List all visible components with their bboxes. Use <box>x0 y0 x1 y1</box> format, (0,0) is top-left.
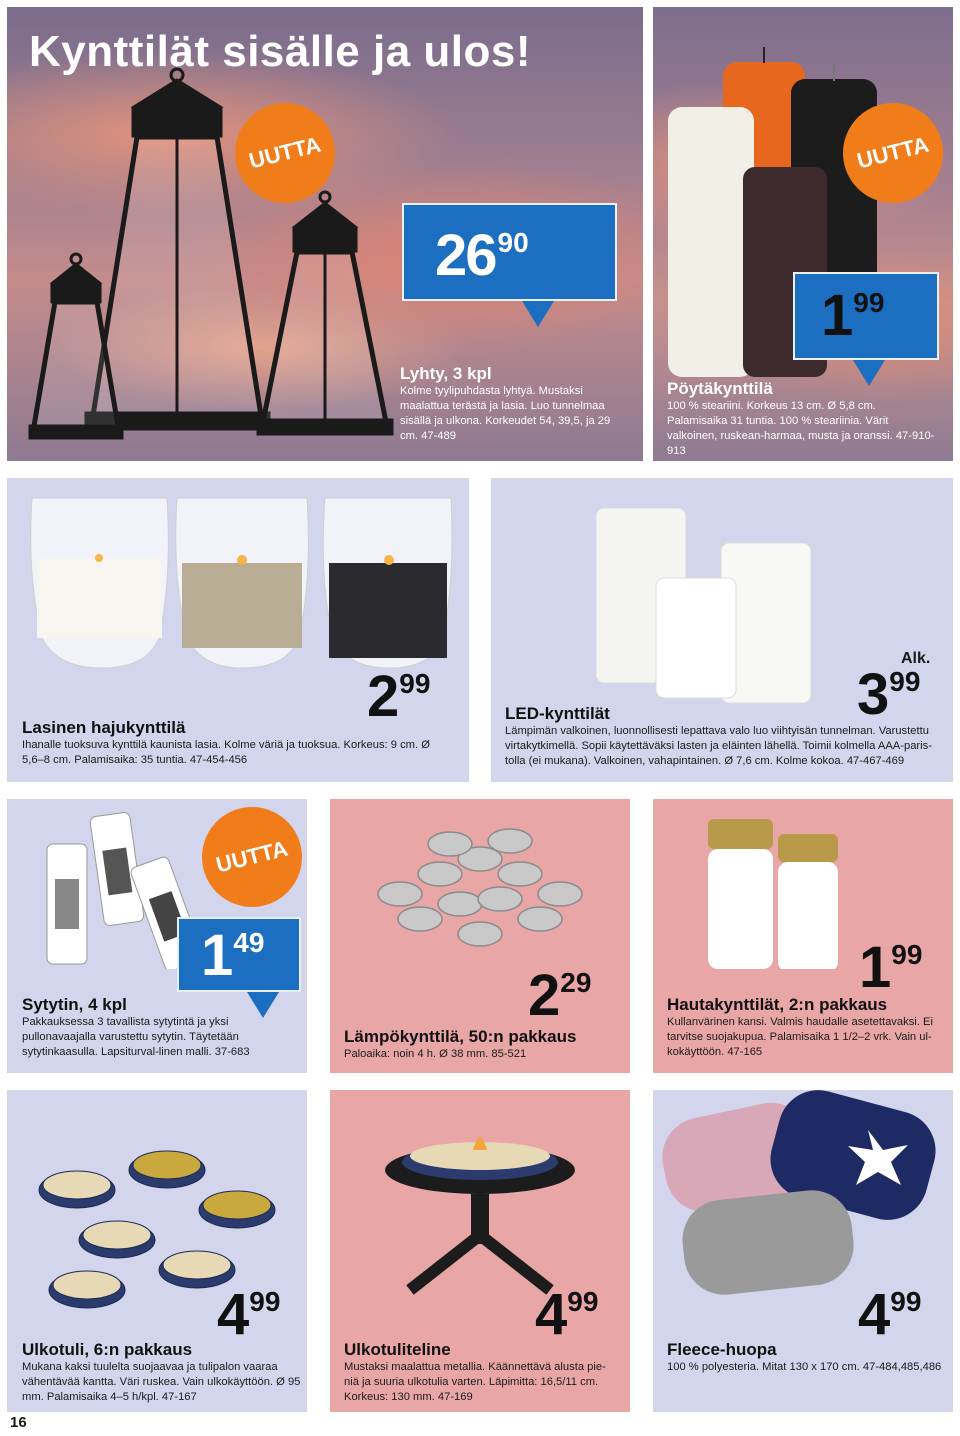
stand-price-cents: 99 <box>567 1286 599 1317</box>
outdoor-price-int: 4 <box>217 1282 248 1347</box>
stand-panel <box>330 1090 630 1412</box>
pillar-price-int: 1 <box>821 283 852 348</box>
led-info <box>505 704 945 769</box>
scented-panel <box>7 478 469 782</box>
grave-panel <box>653 799 953 1073</box>
grave-name: Hautakynttilät, 2:n pakkaus <box>667 995 888 1014</box>
outdoor-price-cents: 99 <box>249 1286 281 1317</box>
lighter-panel <box>7 799 307 1073</box>
scented-price-cents: 99 <box>399 668 431 699</box>
fleece-price-cents: 99 <box>890 1286 922 1317</box>
lighter-name: Sytytin, 4 kpl <box>22 995 127 1014</box>
tealight-panel <box>330 799 630 1073</box>
lantern-desc: Kolme tyylipuhdasta lyhtyä. Mustaksi maalattua terästä ja lasia. Luo tunnelmaa sisällä ja ulkona. Korkeudet 54, 39,5, ja 29 cm. 47-489 <box>400 385 611 442</box>
lighter-desc: Pakkauksessa 3 tavallista sytytintä ja yksi pullonavaajalla varustettu sytytin. Täytetään sytytinkaasulla. Lapsiturval-linen malli. 37-683 <box>22 1016 250 1058</box>
candle-stand-image <box>330 1110 630 1310</box>
new-badge-label: UUTTA <box>854 131 932 174</box>
led-price-int: 3 <box>857 662 888 727</box>
stand-price <box>535 1282 599 1347</box>
outdoor-desc: Mukana kaksi tuulelta suojaavaa ja tulipalon vaaraa vähentävää kantta. Väri ruskea. Vain ulkokäyttöön. Ø 95 mm. Palamisaika 4–5 h/kpl. 47-167 <box>22 1361 301 1403</box>
lighter-price-int: 1 <box>201 923 232 988</box>
stand-info <box>344 1340 619 1405</box>
lantern-info <box>400 364 630 444</box>
stand-desc: Mustaksi maalattua metallia. Käännettävä alusta pie-niä ja suuria ulkotulia varten. Läpimitta: 16,5/11 cm. Korkeus: 130 mm. 47-169 <box>344 1361 606 1403</box>
fleece-name: Fleece-huopa <box>667 1340 777 1359</box>
lighter-info <box>22 995 302 1060</box>
tealight-price-cents: 29 <box>560 967 592 998</box>
grave-desc: Kullanvärinen kansi. Valmis haudalle asetettavaksi. Ei tarvitse suojakupua. Palamisaika 1 1/2–2 vrk. Vain ul-kokäyttöön. 47-165 <box>667 1016 933 1058</box>
lantern-panel <box>7 7 643 461</box>
fleece-price-int: 4 <box>858 1282 889 1347</box>
new-badge-label: UUTTA <box>246 131 324 174</box>
grave-price-int: 1 <box>859 935 890 1000</box>
led-candles-image <box>591 498 871 708</box>
scented-price-int: 2 <box>367 664 398 729</box>
new-badge-label: UUTTA <box>213 835 291 878</box>
led-name: LED-kynttilät <box>505 704 610 723</box>
page-number: 16 <box>10 1414 27 1431</box>
outdoor-name: Ulkotuli, 6:n pakkaus <box>22 1340 193 1359</box>
pillar-info <box>667 379 939 459</box>
tealights-image <box>330 799 630 969</box>
scented-desc: Ihanalle tuoksuva kynttilä kaunista lasia. Kolme väriä ja tuoksua. Korkeus: 9 cm. Ø 5,6–8 cm. Palamisaika: 35 tuntia. 47-454-456 <box>22 739 430 766</box>
grave-price <box>859 935 923 1000</box>
led-price-prefix: Alk. <box>901 650 931 667</box>
lantern-name: Lyhty, 3 kpl <box>400 364 492 383</box>
lantern-price <box>435 223 529 288</box>
fleece-price <box>858 1282 922 1347</box>
pillar-desc: 100 % steariini. Korkeus 13 cm. Ø 5,8 cm. Palamisaika 31 tuntia. 100 % steariinia. Värit valkoinen, ruskean-harmaa, musta ja oranssi. 47-910-913 <box>667 400 935 457</box>
fleece-info <box>667 1340 947 1375</box>
pillar-panel <box>653 7 953 461</box>
outdoor-panel <box>7 1090 307 1412</box>
outdoor-price <box>217 1282 281 1347</box>
lighter-price <box>201 923 265 988</box>
stand-name: Ulkotuliteline <box>344 1340 451 1359</box>
grave-price-cents: 99 <box>891 939 923 970</box>
pillar-price-cents: 99 <box>853 287 885 318</box>
lighter-price-cents: 49 <box>233 927 265 958</box>
grave-info <box>667 995 947 1060</box>
led-desc: Lämpimän valkoinen, luonnollisesti lepattava valo luo viihtyisän tunnelman. Varustettu virtakytkimellä. Sopii käytettäväksi lasten ja eläinten lähellä. Toimii kolmella AAA-paris-tolla (ei mukana). Valkoinen, vahapintainen. Ø 7,6 cm. Kolme kokoa. 47-467-469 <box>505 725 932 767</box>
led-price-cents: 99 <box>889 666 921 697</box>
tealight-info <box>344 1027 624 1062</box>
outdoor-info <box>22 1340 302 1405</box>
scented-candles-image <box>7 488 469 688</box>
scented-name: Lasinen hajukynttilä <box>22 718 186 737</box>
tealight-price-int: 2 <box>528 963 559 1028</box>
scented-info <box>22 718 442 768</box>
page-headline: Kynttilät sisälle ja ulos! <box>29 27 532 76</box>
pillar-price <box>821 283 885 348</box>
tealight-price <box>528 963 592 1028</box>
pillar-name: Pöytäkynttilä <box>667 379 773 398</box>
lantern-image <box>7 7 427 461</box>
lantern-price-cents: 90 <box>497 227 529 258</box>
led-panel <box>491 478 953 782</box>
fleece-panel <box>653 1090 953 1412</box>
tealight-name: Lämpökynttilä, 50:n pakkaus <box>344 1027 577 1046</box>
fleece-blankets-image <box>653 1090 953 1300</box>
lantern-price-int: 26 <box>435 223 496 288</box>
fleece-desc: 100 % polyesteria. Mitat 130 x 170 cm. 47-484,485,486 <box>667 1361 942 1373</box>
tealight-desc: Paloaika: noin 4 h. Ø 38 mm. 85-521 <box>344 1048 527 1060</box>
stand-price-int: 4 <box>535 1282 566 1347</box>
